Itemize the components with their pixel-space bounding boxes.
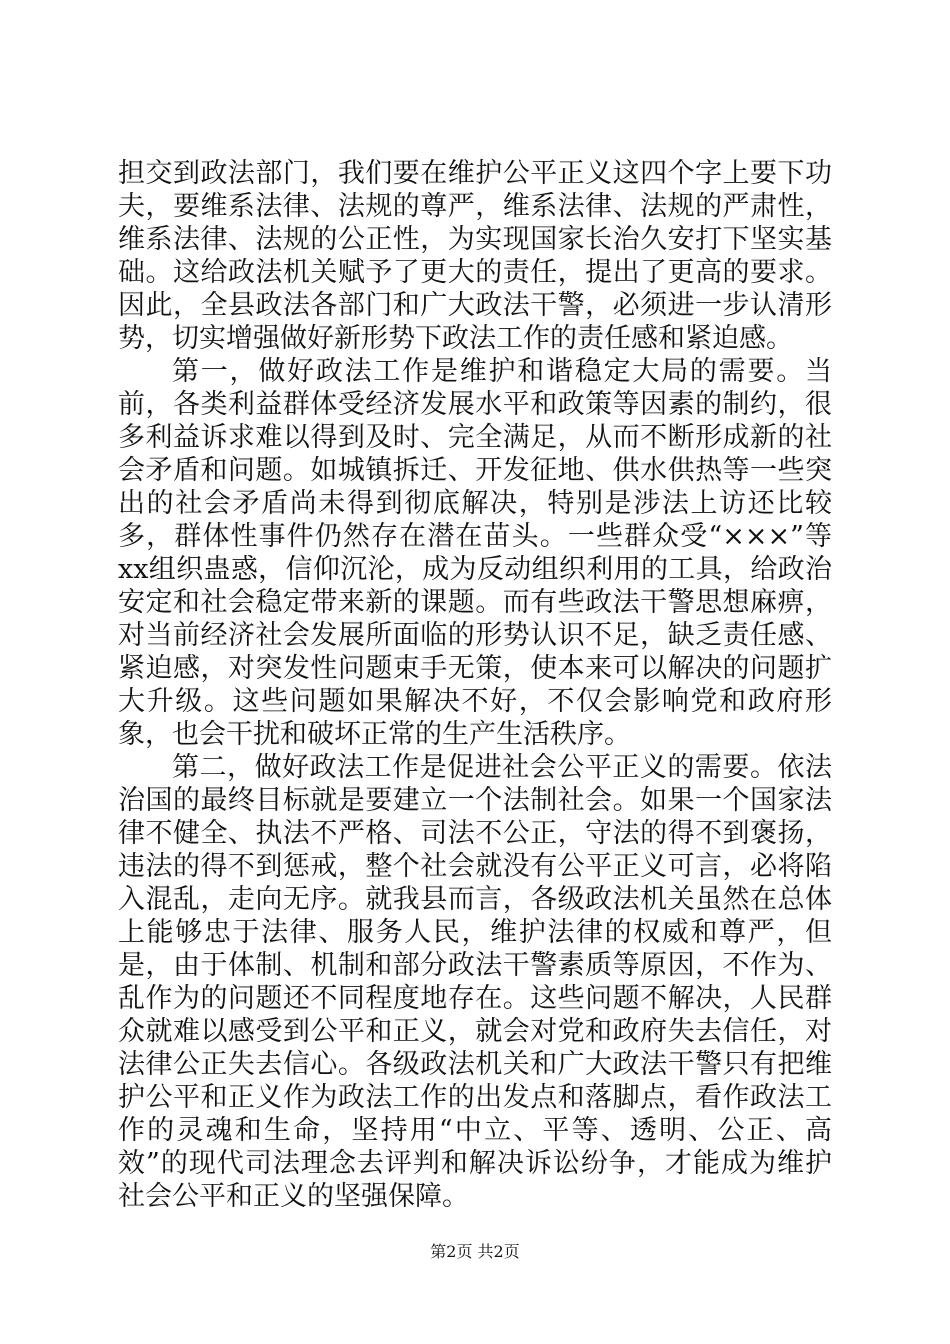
paragraph-first-point: 第一，做好政法工作是维护和谐稳定大局的需要。当前，各类利益群体受经济发展水平和政策等因素的制约，很多利益诉求难以得到及时、完全满足，从而不断形成新的社会矛盾和问题。如城镇拆迁、开发征地、供水供热等一些突出的社会矛盾尚未得到彻底解决，特别是涉法上访还比较多，群体性事件仍然存在潜在苗头。一些群众受“×××”等xx组织蛊惑，信仰沉沦，成为反动组织利用的工具，给政治安定和社会稳定带来新的课题。而有些政法干警思想麻痹，对当前经济社会发展所面临的形势认识不足，缺乏责任感、紧迫感，对突发性问题束手无策，使本来可以解决的问题扩大升级。这些问题如果解决不好，不仅会影响党和政府形象，也会干扰和破坏正常的生产生活秩序。 xyxy=(118,356,832,750)
paragraph-second-point: 第二，做好政法工作是促进社会公平正义的需要。依法治国的最终目标就是要建立一个法制社会。如果一个国家法律不健全、执法不严格、司法不公正，守法的得不到褒扬，违法的得不到惩戒，整个社会就没有公平正义可言，必将陷入混乱，走向无序。就我县而言，各级政法机关虽然在总体上能够忠于法律、服务人民，维护法律的权威和尊严，但是，由于体制、机制和部分政法干警素质等原因，不作为、乱作为的问题还不同程度地存在。这些问题不解决，人民群众就难以感受到公平和正义，就会对党和政府失去信任，对法律公正失去信心。各级政法机关和广大政法干警只有把维护公平和正义作为政法工作的出发点和落脚点，看作政法工作的灵魂和生命，坚持用“中立、平等、透明、公正、高效”的现代司法理念去评判和解决诉讼纷争，才能成为维护社会公平和正义的坚强保障。 xyxy=(118,752,832,1212)
document-body xyxy=(118,157,832,1213)
page-number-footer: 第2页 共2页 xyxy=(430,1242,520,1261)
paragraph-continuation: 担交到政法部门，我们要在维护公平正义这四个字上要下功夫，要维系法律、法规的尊严，维系法律、法规的严肃性，维系法律、法规的公正性，为实现国家长治久安打下坚实基础。这给政法机关赋予了更大的责任，提出了更高的要求。因此，全县政法各部门和广大政法干警，必须进一步认清形势，切实增强做好新形势下政法工作的责任感和紧迫感。 xyxy=(118,158,832,354)
